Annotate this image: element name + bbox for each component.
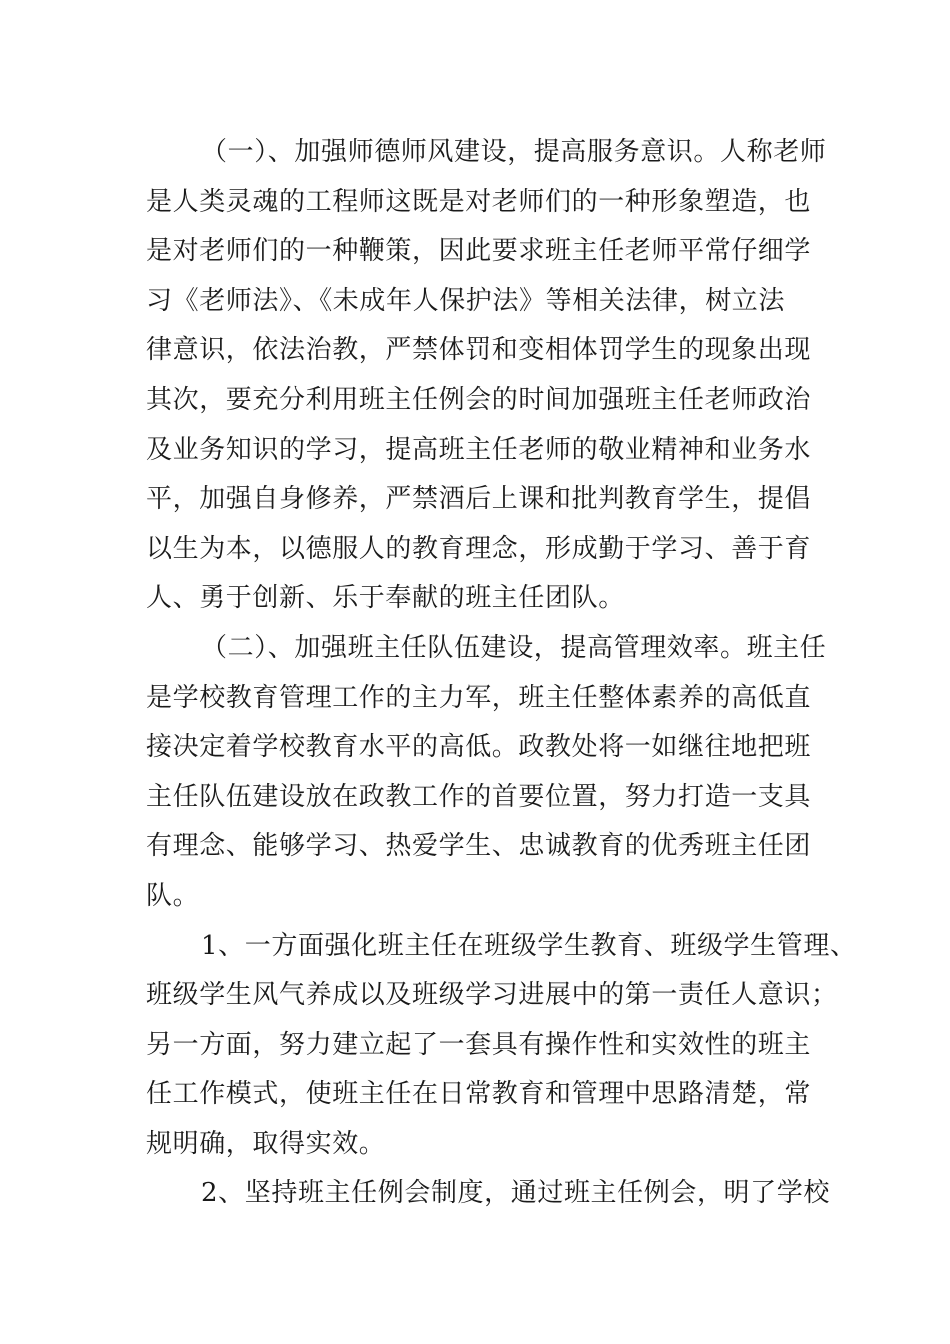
paragraph-3-line-3: 另一方面，努力建立起了一套具有操作性和实效性的班主 xyxy=(146,1029,812,1060)
paragraph-3-line-5: 规明确，取得实效。 xyxy=(146,1128,386,1159)
document-body xyxy=(146,128,857,1219)
paragraph-1-line-5: 律意识，依法治教，严禁体罚和变相体罚学生的现象出现 xyxy=(146,335,812,366)
paragraph-1-line-3: 是对老师们的一种鞭策，因此要求班主任老师平常仔细学 xyxy=(146,236,812,267)
paragraph-1-line-4: 习《老师法》、《未成年人保护法》等相关法律，树立法 xyxy=(146,285,786,316)
paragraph-1-line-10: 人、勇于创新、乐于奉献的班主任团队。 xyxy=(146,583,625,614)
paragraph-3-line-1: 1、一方面强化班主任在班级学生教育、班级学生管理、 xyxy=(201,930,857,961)
paragraph-2-line-3: 接决定着学校教育水平的高低。政教处将一如继往地把班 xyxy=(146,732,812,763)
paragraph-3-line-2: 班级学生风气养成以及班级学习进展中的第一责任人意识； xyxy=(146,980,838,1011)
paragraph-2-line-6: 队。 xyxy=(146,880,200,911)
paragraph-1-line-7: 及业务知识的学习，提高班主任老师的敬业精神和业务水 xyxy=(146,434,812,465)
paragraph-1-line-8: 平，加强自身修养，严禁酒后上课和批判教育学生，提倡 xyxy=(146,484,812,515)
paragraph-3-line-4: 任工作模式，使班主任在日常教育和管理中思路清楚，常 xyxy=(146,1079,812,1110)
paragraph-1-line-9: 以生为本，以德服人的教育理念，形成勤于学习、善于育 xyxy=(146,533,812,564)
paragraph-1-line-6: 其次，要充分利用班主任例会的时间加强班主任老师政治 xyxy=(146,384,812,415)
paragraph-2-line-1: （二）、加强班主任队伍建设，提高管理效率。班主任 xyxy=(201,632,827,663)
paragraph-1-line-1: （一）、加强师德师风建设，提高服务意识。人称老师 xyxy=(201,137,827,167)
paragraph-2-line-5: 有理念、能够学习、热爱学生、忠诚教育的优秀班主任团 xyxy=(146,831,812,862)
paragraph-1-line-2: 是人类灵魂的工程师这既是对老师们的一种形象塑造，也 xyxy=(146,186,812,217)
paragraph-2-line-4: 主任队伍建设放在政教工作的首要位置，努力打造一支具 xyxy=(146,781,812,812)
paragraph-4-line-1: 2、坚持班主任例会制度，通过班主任例会，明了学校 xyxy=(201,1178,830,1209)
paragraph-2-line-2: 是学校教育管理工作的主力军，班主任整体素养的高低直 xyxy=(146,682,812,713)
